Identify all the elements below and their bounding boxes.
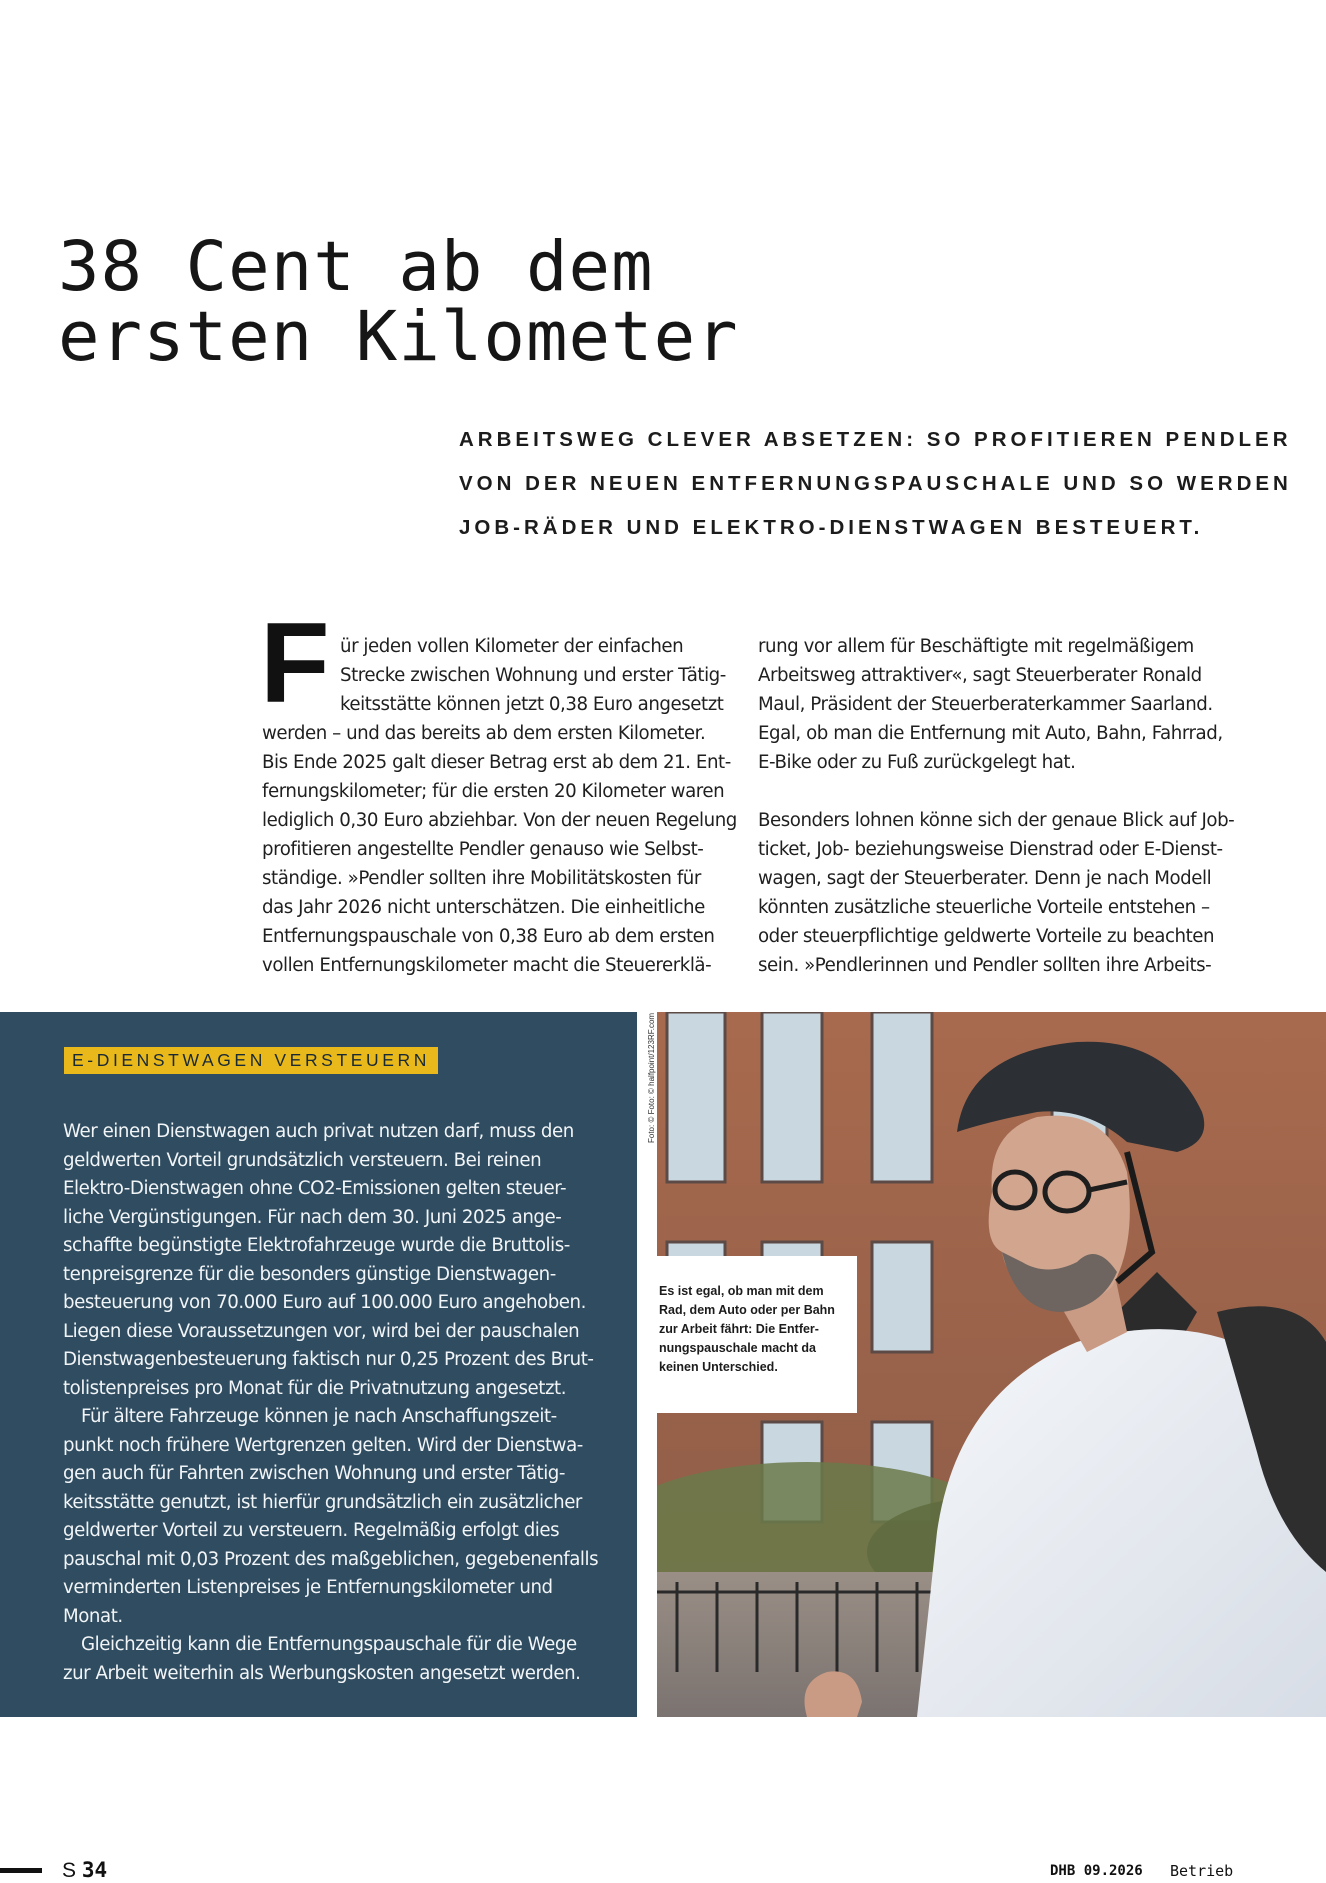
body-line: Egal, ob man die Entfernung mit Auto, Bahn, Fahrrad, [758,723,1223,744]
sidebar-line: Dienstwagenbesteuerung faktisch nur 0,25 Prozent des Brut- [63,1349,594,1370]
body-line: Entfernungspauschale von 0,38 Euro ab dem ersten [262,926,715,947]
sidebar-line: Liegen diese Voraussetzungen vor, wird bei der pauschalen [63,1320,580,1342]
issue-label: DHB 09.2026 [1050,1863,1143,1879]
sidebar-line: besteuerung von 70.000 Euro auf 100.000 Euro angehoben. [63,1292,586,1313]
body-line: werden – und das bereits ab dem ersten Kilometer. [262,723,706,744]
body-line: ticket, Job- beziehungsweise Dienstrad oder E-Dienst- [758,839,1223,860]
body-line: Besonders lohnen könne sich der genaue Blick auf Job- [758,810,1235,831]
body-line: keitsstätte können jetzt 0,38 Euro angesetzt [340,694,724,715]
headline-line-2: ersten Kilometer [58,297,739,377]
headline [58,227,1158,377]
caption-line: Es ist egal, ob man mit dem [659,1284,824,1298]
sidebar-line: geldwerten Vorteil grundsätzlich versteuern. Bei reinen [63,1149,542,1171]
body-line: E-Bike oder zu Fuß zurückgelegt hat. [758,752,1076,773]
page-number [62,1858,107,1883]
sidebar-line: tenpreisgrenze für die besonders günstige Dienstwagen- [63,1263,556,1285]
sidebar-line: pauschal mit 0,03 Prozent des maßgeblichen, gegebenenfalls [63,1548,599,1570]
subheadline-line-3: JOB-RÄDER UND ELEKTRO-DIENSTWAGEN BESTEUERT. [459,516,1204,539]
body-line: ür jeden vollen Kilometer der einfachen [340,636,684,657]
subheadline-line-1: ARBEITSWEG CLEVER ABSETZEN: SO PROFITIEREN PENDLER [459,428,1292,451]
caption-line: nungspauschale macht da [659,1341,816,1355]
body-line: Arbeitsweg attraktiver«, sagt Steuerberater Ronald [758,665,1202,686]
folio-bar [0,1868,42,1873]
sidebar-line: Monat. [63,1605,123,1627]
body-line: profitieren angestellte Pendler genauso wie Selbst- [262,839,704,860]
body-line: wagen, sagt der Steuerberater. Denn je nach Modell [758,868,1212,889]
paragraph-gap [758,777,1230,806]
body-line: fernungskilometer; für die ersten 20 Kilometer waren [262,781,725,802]
page-prefix: S [62,1859,77,1882]
sidebar-label: E-DIENSTWAGEN VERSTEUERN [64,1047,438,1074]
headline-line-1: 38 Cent ab dem [58,227,654,307]
caption-line: zur Arbeit fährt: Die Entfer- [659,1322,819,1336]
body-column-2 [758,632,1235,980]
sidebar-line: keitsstätte genutzt, ist hierfür grundsätzlich ein zusätzlicher [63,1491,582,1513]
subheadline-line-2: VON DER NEUEN ENTFERNUNGSPAUSCHALE UND SO WERDEN [459,472,1292,495]
caption-line: keinen Unterschied. [659,1360,778,1374]
subheadline [459,418,1292,550]
sidebar-line: zur Arbeit weiterhin als Werbungskosten angesetzt werden. [63,1662,581,1684]
body-line: Strecke zwischen Wohnung und erster Tätig- [340,665,726,686]
body-line: Maul, Präsident der Steuerberaterkammer Saarland. [758,694,1213,715]
sidebar-line: Gleichzeitig kann die Entfernungspauschale für die Wege [81,1634,577,1655]
page-number-value: 34 [81,1858,108,1882]
body-line: vollen Entfernungskilometer macht die Steuererklä- [262,955,712,976]
photo-credit-text: Foto: © Foto: © halfpoint/123RF.com [647,1012,656,1143]
sidebar-text [63,1118,623,1688]
sidebar-line: tolistenpreises pro Monat für die Privatnutzung angesetzt. [63,1377,567,1399]
body-line: oder steuerpflichtige geldwerte Vorteile zu beachten [758,926,1215,947]
sidebar-line: schaffte begünstigte Elektrofahrzeuge wurde die Bruttolis- [63,1235,570,1256]
body-line: ständige. »Pendler sollten ihre Mobilitätskosten für [262,868,701,889]
body-line: lediglich 0,30 Euro abziehbar. Von der neuen Regelung [262,810,737,831]
body-line: rung vor allem für Beschäftigte mit regelmäßigem [758,636,1194,657]
sidebar-line: liche Vergünstigungen. Für nach dem 30. Juni 2025 ange- [63,1206,562,1228]
body-column-1 [262,632,737,980]
caption-line: Rad, dem Auto oder per Bahn [659,1303,835,1317]
photo-caption [659,1282,844,1377]
section-label: Betrieb [1170,1862,1234,1880]
sidebar-line: verminderten Listenpreises je Entfernungskilometer und [63,1577,553,1598]
sidebar-line: punkt noch frühere Wertgrenzen gelten. Wird der Dienstwa- [63,1434,583,1456]
body-line: könnten zusätzliche steuerliche Vorteile entstehen – [758,897,1210,918]
drop-cap: F [260,600,330,727]
photo-credit [644,1010,658,1145]
sidebar-line: Für ältere Fahrzeuge können je nach Anschaffungszeit- [81,1406,557,1427]
sidebar-line: gen auch für Fahrten zwischen Wohnung und erster Tätig- [63,1463,566,1484]
body-line: Bis Ende 2025 galt dieser Betrag erst ab dem 21. Ent- [262,752,731,773]
sidebar-line: geldwerter Vorteil zu versteuern. Regelmäßig erfolgt dies [63,1520,560,1541]
sidebar-line: Wer einen Dienstwagen auch privat nutzen darf, muss den [63,1121,574,1142]
sidebar-line: Elektro-Dienstwagen ohne CO2-Emissionen gelten steuer- [63,1178,567,1199]
body-line: das Jahr 2026 nicht unterschätzen. Die einheitliche [262,897,705,918]
body-line: sein. »Pendlerinnen und Pendler sollten ihre Arbeits- [758,955,1212,976]
